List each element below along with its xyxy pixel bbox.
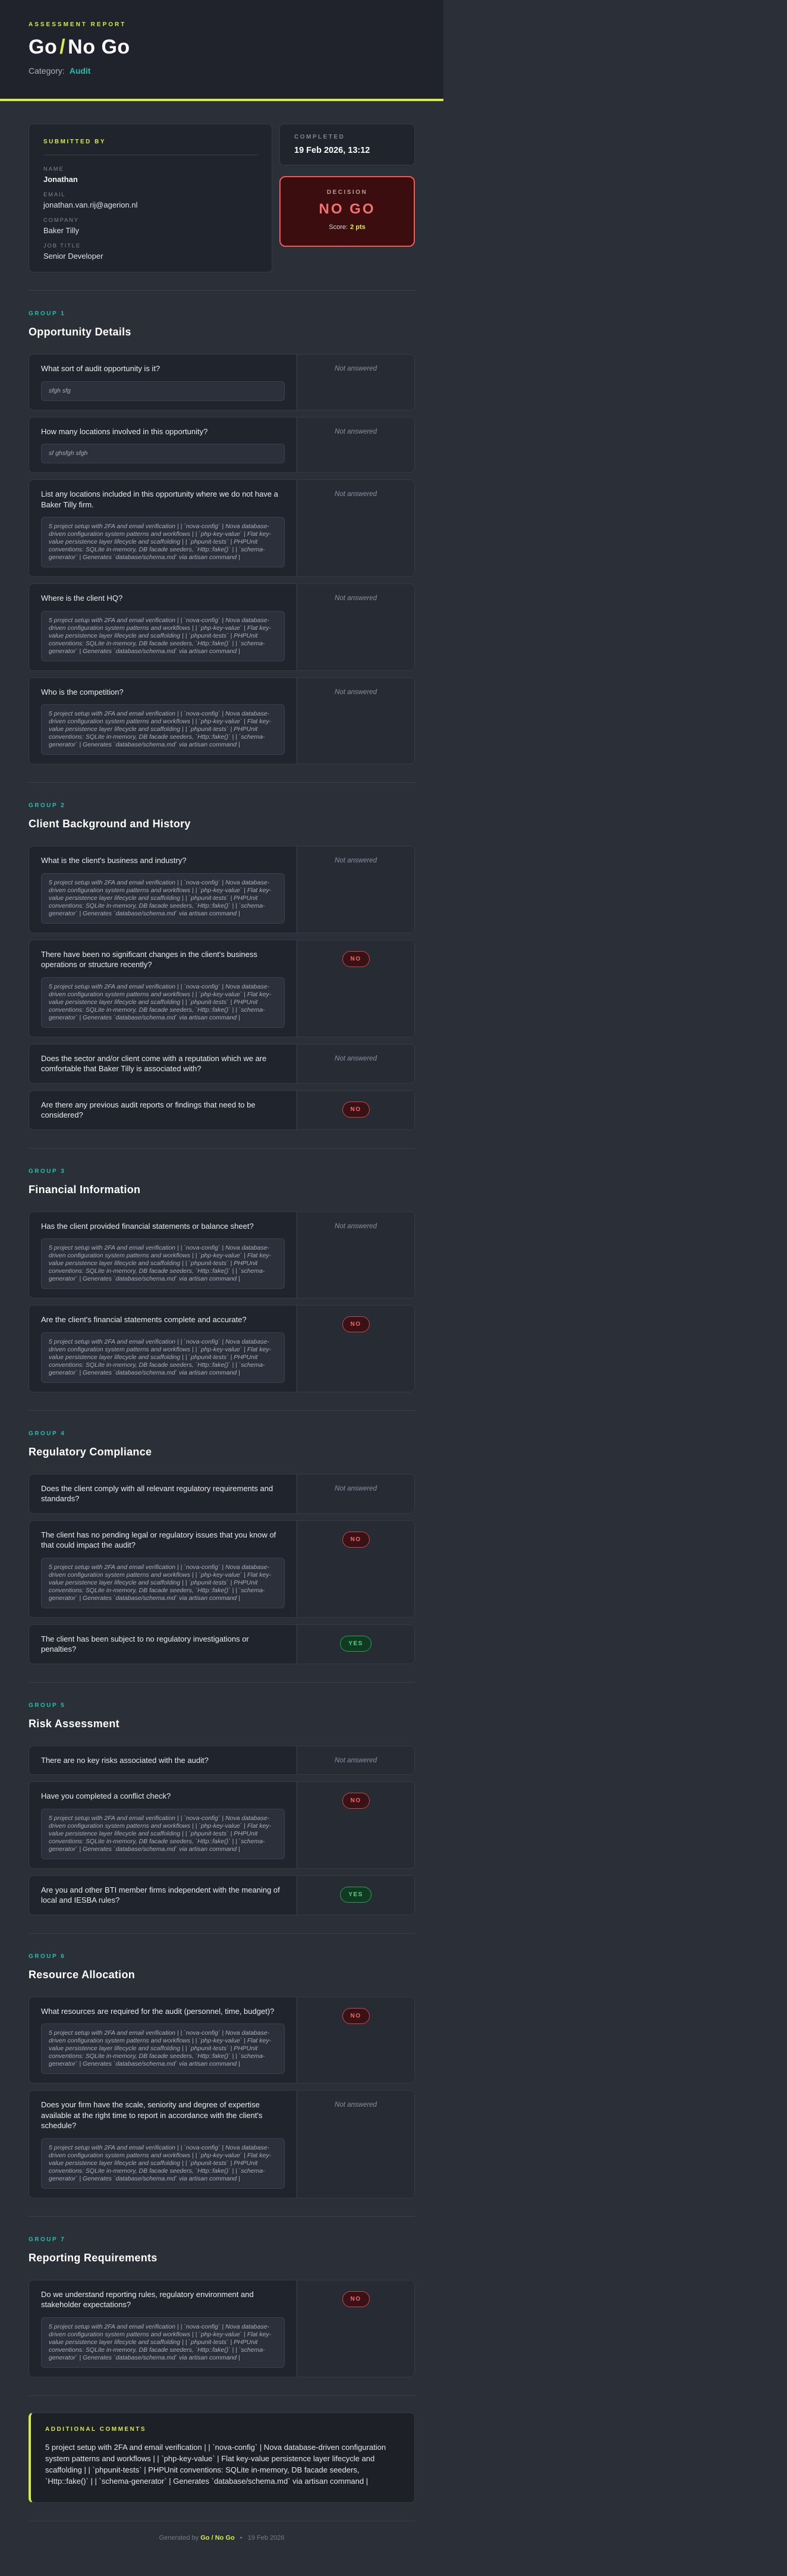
group-questions (29, 354, 415, 764)
question-card (29, 1212, 415, 1299)
group-title: Resource Allocation (29, 1968, 136, 1981)
field-value: Senior Developer (43, 252, 103, 261)
question-text: Do we understand reporting rules, regulatory environment and stakeholder expectations? (41, 2289, 254, 2309)
question-text: Does the sector and/or client come with a reputation which we are comfortable that Baker Tilly is associated with? (41, 1053, 267, 1073)
answer-pill-no: NO (342, 2008, 370, 2024)
question-cell (29, 1306, 297, 1392)
question-text: There are no key risks associated with the audit? (41, 1755, 209, 1765)
group-title: Reporting Requirements (29, 2251, 158, 2264)
answer-not-answered: Not answered (335, 428, 377, 435)
title-slash: / (59, 36, 66, 58)
answer-not-answered: Not answered (335, 1756, 377, 1764)
question-card (29, 1474, 415, 1514)
group-label: GROUP 7 (29, 2236, 66, 2243)
answer-pill-yes: YES (340, 1636, 372, 1652)
field-value: Baker Tilly (43, 226, 79, 235)
group-separator (29, 2216, 415, 2217)
group-section (29, 782, 415, 1130)
question-card (29, 354, 415, 410)
question-cell (29, 1876, 297, 1915)
group-label: GROUP 1 (29, 310, 66, 317)
question-cell (29, 418, 297, 473)
answer-cell (297, 1997, 414, 2084)
answer-not-answered: Not answered (335, 1485, 377, 1492)
question-text: List any locations included in this opportunity where we do not have a Baker Tilly firm. (41, 490, 278, 509)
answer-cell (297, 1306, 414, 1392)
question-text: Are you and other BTI member firms independent with the meaning of local and IESBA rules? (41, 1885, 280, 1904)
group-section (29, 290, 415, 764)
question-cell (29, 1474, 297, 1513)
group-label: GROUP 2 (29, 802, 66, 809)
question-help: 5 project setup with 2FA and email verification | | `nova-config` | Nova database-driven configuration system patterns and workflows | | `php-key-value` | Flat key-value persistence layer lifecycle and scaffolding | | `phpunit-tests` | PHPUnit conventions: SQLite in-memory, DB facade seeders, `Http::fake()` | | `schema-generator` | Generates `database/schema.md` via artisan command | (41, 1558, 285, 1608)
question-text: Have you completed a conflict check? (41, 1791, 171, 1800)
answer-cell (297, 940, 414, 1037)
question-cell (29, 1997, 297, 2084)
question-help: 5 project setup with 2FA and email verification | | `nova-config` | Nova database-driven configuration system patterns and workflows | | `php-key-value` | Flat key-value persistence layer lifecycle and scaffolding | | `phpunit-tests` | PHPUnit conventions: SQLite in-memory, DB facade seeders, `Http::fake()` | | `schema-generator` | Generates `database/schema.md` via artisan command | (41, 977, 285, 1028)
question-text: Does your firm have the scale, seniority and degree of expertise available at the right time to report in accordance with the client's schedule? (41, 2100, 263, 2130)
field-company (43, 217, 257, 235)
footer-generated-by: Generated by (159, 2534, 199, 2542)
answer-cell (297, 1625, 414, 1664)
question-cell (29, 1521, 297, 1617)
report-kicker: ASSESSMENT REPORT (29, 21, 127, 28)
group-label: GROUP 5 (29, 1702, 66, 1709)
question-cell (29, 480, 297, 576)
answer-not-answered: Not answered (335, 491, 377, 498)
answer-not-answered: Not answered (335, 365, 377, 372)
field-label: COMPANY (43, 217, 79, 224)
answer-cell (297, 480, 414, 576)
question-text: How many locations involved in this opportunity? (41, 426, 208, 436)
decision-score (287, 224, 408, 231)
answer-pill-no: NO (342, 1102, 370, 1118)
group-section (29, 2216, 415, 2377)
question-help: sfgh sfg (41, 381, 285, 401)
question-text: Are the client's financial statements complete and accurate? (41, 1315, 247, 1324)
group-questions (29, 1746, 415, 1915)
question-card (29, 846, 415, 933)
question-cell (29, 1212, 297, 1298)
question-text: Does the client comply with all relevant regulatory requirements and standards? (41, 1483, 273, 1503)
question-text: There have been no significant changes in the client's business operations or structure recently? (41, 949, 257, 969)
question-cell (29, 1746, 297, 1775)
question-cell (29, 2280, 297, 2377)
score-value: 2 pts (350, 224, 366, 231)
field-value: jonathan.van.rij@agerion.nl (43, 200, 138, 209)
submitted-by-card (29, 124, 272, 272)
answer-cell (297, 1782, 414, 1868)
completed-date: 19 Feb 2026, 13:12 (294, 146, 370, 155)
group-section (29, 1410, 415, 1664)
answer-not-answered: Not answered (335, 1055, 377, 1062)
question-help: 5 project setup with 2FA and email verification | | `nova-config` | Nova database-driven configuration system patterns and workflows | | `php-key-value` | Flat key-value persistence layer lifecycle and scaffolding | | `phpunit-tests` | PHPUnit conventions: SQLite in-memory, DB facade seeders, `Http::fake()` | | `schema-generator` | Generates `database/schema.md` via artisan command | (41, 2138, 285, 2189)
question-card (29, 1997, 415, 2084)
field-label: NAME (43, 166, 64, 172)
question-card (29, 1781, 415, 1869)
question-text: The client has been subject to no regulatory investigations or penalties? (41, 1634, 249, 1653)
group-separator (29, 782, 415, 783)
additional-comments-body: 5 project setup with 2FA and email verification | | `nova-config` | Nova database-driven configuration system patterns and workflows | | `php-key-value` | Flat key-value persistence layer lifecycle and scaffolding | | `phpunit-tests` | PHPUnit conventions: SQLite in-memory, DB facade seeders, `Http::fake()` | | `schema-generator` | Generates `database/schema.md` via artisan command | (45, 2442, 386, 2486)
answer-not-answered: Not answered (335, 2101, 377, 2109)
group-title: Opportunity Details (29, 326, 131, 338)
group-questions (29, 2280, 415, 2377)
group-label: GROUP 6 (29, 1953, 66, 1960)
question-card (29, 1090, 415, 1130)
question-card (29, 1875, 415, 1915)
score-label: Score: (329, 224, 348, 231)
group-questions (29, 1474, 415, 1664)
group-separator (29, 1410, 415, 1411)
decision-label: DECISION (326, 189, 368, 196)
question-text: What sort of audit opportunity is it? (41, 364, 160, 373)
question-cell (29, 354, 297, 410)
footer-app-name: Go / No Go (200, 2534, 235, 2542)
category-value: Audit (69, 66, 91, 76)
answer-cell (297, 1044, 414, 1083)
answer-pill-no: NO (342, 1793, 370, 1809)
question-cell (29, 1044, 297, 1083)
group-questions (29, 1212, 415, 1392)
answer-pill-no: NO (342, 1532, 370, 1548)
question-text: Where is the client HQ? (41, 594, 123, 603)
title-left: Go (29, 36, 58, 58)
question-cell (29, 846, 297, 933)
title-right: No Go (68, 36, 130, 58)
groups (29, 290, 415, 2377)
question-help: 5 project setup with 2FA and email verification | | `nova-config` | Nova database-driven configuration system patterns and workflows | | `php-key-value` | Flat key-value persistence layer lifecycle and scaffolding | | `phpunit-tests` | PHPUnit conventions: SQLite in-memory, DB facade seeders, `Http::fake()` | | `schema-generator` | Generates `database/schema.md` via artisan command | (41, 1238, 285, 1289)
group-title: Client Background and History (29, 818, 191, 830)
field-name (43, 166, 257, 184)
footer-date: 19 Feb 2026 (247, 2534, 285, 2542)
answer-cell (297, 1521, 414, 1617)
question-card (29, 1746, 415, 1775)
decision-card (279, 176, 415, 247)
group-separator (29, 290, 415, 291)
answer-pill-no: NO (342, 951, 370, 967)
question-card (29, 677, 415, 765)
group-section (29, 1933, 415, 2198)
report-content (0, 124, 443, 2576)
question-cell (29, 584, 297, 670)
answer-pill-no: NO (342, 1316, 370, 1332)
question-text: Are there any previous audit reports or findings that need to be considered? (41, 1100, 256, 1119)
group-label: GROUP 3 (29, 1168, 66, 1175)
category-line (29, 66, 415, 76)
answer-cell (297, 1746, 414, 1775)
question-help: 5 project setup with 2FA and email verification | | `nova-config` | Nova database-driven configuration system patterns and workflows | | `php-key-value` | Flat key-value persistence layer lifecycle and scaffolding | | `phpunit-tests` | PHPUnit conventions: SQLite in-memory, DB facade seeders, `Http::fake()` | | `schema-generator` | Generates `database/schema.md` via artisan command | (41, 611, 285, 661)
answer-pill-yes: YES (340, 1887, 372, 1903)
completed-label: COMPLETED (294, 134, 345, 140)
answer-not-answered: Not answered (335, 688, 377, 696)
question-card (29, 1624, 415, 1664)
answer-not-answered: Not answered (335, 1222, 377, 1230)
question-help: 5 project setup with 2FA and email verification | | `nova-config` | Nova database-driven configuration system patterns and workflows | | `php-key-value` | Flat key-value persistence layer lifecycle and scaffolding | | `phpunit-tests` | PHPUnit conventions: SQLite in-memory, DB facade seeders, `Http::fake()` | | `schema-generator` | Generates `database/schema.md` via artisan command | (41, 2317, 285, 2368)
question-card (29, 1044, 415, 1084)
report-header (0, 0, 443, 101)
question-card (29, 1520, 415, 1618)
question-cell (29, 2091, 297, 2198)
field-label: JOB TITLE (43, 243, 81, 249)
question-cell (29, 940, 297, 1037)
group-section (29, 1148, 415, 1392)
question-help: sf ghsfgh sfgh (41, 444, 285, 463)
group-separator (29, 1148, 415, 1149)
question-cell (29, 1782, 297, 1868)
group-questions (29, 846, 415, 1130)
answer-cell (297, 418, 414, 473)
answer-cell (297, 678, 414, 764)
question-text: What is the client's business and industry? (41, 856, 187, 865)
category-label: Category: (29, 66, 65, 76)
question-help: 5 project setup with 2FA and email verification | | `nova-config` | Nova database-driven configuration system patterns and workflows | | `php-key-value` | Flat key-value persistence layer lifecycle and scaffolding | | `phpunit-tests` | PHPUnit conventions: SQLite in-memory, DB facade seeders, `Http::fake()` | | `schema-generator` | Generates `database/schema.md` via artisan command | (41, 1809, 285, 1859)
field-label: EMAIL (43, 192, 66, 198)
answer-not-answered: Not answered (335, 857, 377, 864)
answer-cell (297, 584, 414, 670)
group-label: GROUP 4 (29, 1430, 66, 1437)
decision-value: NO GO (319, 201, 376, 217)
field-email (43, 192, 257, 209)
report-footer (29, 2534, 415, 2576)
group-title: Risk Assessment (29, 1717, 119, 1730)
answer-cell (297, 2280, 414, 2377)
summary-section (29, 124, 415, 272)
question-text: The client has no pending legal or regulatory issues that you know of that could impact the audit? (41, 1530, 276, 1549)
question-help: 5 project setup with 2FA and email verification | | `nova-config` | Nova database-driven configuration system patterns and workflows | | `php-key-value` | Flat key-value persistence layer lifecycle and scaffolding | | `phpunit-tests` | PHPUnit conventions: SQLite in-memory, DB facade seeders, `Http::fake()` | | `schema-generator` | Generates `database/schema.md` via artisan command | (41, 517, 285, 567)
answer-cell (297, 1212, 414, 1298)
comments-separator (29, 2395, 415, 2396)
question-text: Has the client provided financial statements or balance sheet? (41, 1221, 254, 1231)
answer-cell (297, 1474, 414, 1513)
answer-cell (297, 2091, 414, 2198)
question-cell (29, 678, 297, 764)
summary-right-column (279, 124, 415, 272)
question-help: 5 project setup with 2FA and email verification | | `nova-config` | Nova database-driven configuration system patterns and workflows | | `php-key-value` | Flat key-value persistence layer lifecycle and scaffolding | | `phpunit-tests` | PHPUnit conventions: SQLite in-memory, DB facade seeders, `Http::fake()` | | `schema-generator` | Generates `database/schema.md` via artisan command | (41, 873, 285, 924)
group-questions (29, 1997, 415, 2198)
question-help: 5 project setup with 2FA and email verification | | `nova-config` | Nova database-driven configuration system patterns and workflows | | `php-key-value` | Flat key-value persistence layer lifecycle and scaffolding | | `phpunit-tests` | PHPUnit conventions: SQLite in-memory, DB facade seeders, `Http::fake()` | | `schema-generator` | Generates `database/schema.md` via artisan command | (41, 704, 285, 755)
group-separator (29, 1682, 415, 1683)
footer-dot: • (240, 2534, 243, 2542)
answer-pill-no: NO (342, 2291, 370, 2307)
answer-cell (297, 846, 414, 933)
group-title: Regulatory Compliance (29, 1445, 152, 1458)
page-title (29, 36, 415, 59)
answer-not-answered: Not answered (335, 595, 377, 602)
question-text: What resources are required for the audit (personnel, time, budget)? (41, 2006, 275, 2016)
question-cell (29, 1091, 297, 1129)
question-card (29, 583, 415, 671)
group-title: Financial Information (29, 1183, 141, 1196)
additional-comments-heading: ADDITIONAL COMMENTS (45, 2426, 147, 2433)
group-separator (29, 1933, 415, 1934)
answer-cell (297, 1091, 414, 1129)
question-card (29, 2280, 415, 2377)
field-job-title (43, 243, 257, 261)
field-value: Jonathan (43, 175, 78, 184)
question-cell (29, 1625, 297, 1664)
question-card (29, 1305, 415, 1392)
question-help: 5 project setup with 2FA and email verification | | `nova-config` | Nova database-driven configuration system patterns and workflows | | `php-key-value` | Flat key-value persistence layer lifecycle and scaffolding | | `phpunit-tests` | PHPUnit conventions: SQLite in-memory, DB facade seeders, `Http::fake()` | | `schema-generator` | Generates `database/schema.md` via artisan command | (41, 2023, 285, 2074)
answer-cell (297, 1876, 414, 1915)
submitted-by-heading: SUBMITTED BY (43, 139, 106, 145)
completed-card (279, 124, 415, 165)
question-card (29, 940, 415, 1037)
group-section (29, 1682, 415, 1915)
additional-comments-card (29, 2412, 415, 2503)
question-card (29, 479, 415, 577)
question-text: Who is the competition? (41, 687, 124, 696)
answer-cell (297, 354, 414, 410)
question-card (29, 2090, 415, 2198)
question-card (29, 417, 415, 473)
question-help: 5 project setup with 2FA and email verification | | `nova-config` | Nova database-driven configuration system patterns and workflows | | `php-key-value` | Flat key-value persistence layer lifecycle and scaffolding | | `phpunit-tests` | PHPUnit conventions: SQLite in-memory, DB facade seeders, `Http::fake()` | | `schema-generator` | Generates `database/schema.md` via artisan command | (41, 1332, 285, 1383)
